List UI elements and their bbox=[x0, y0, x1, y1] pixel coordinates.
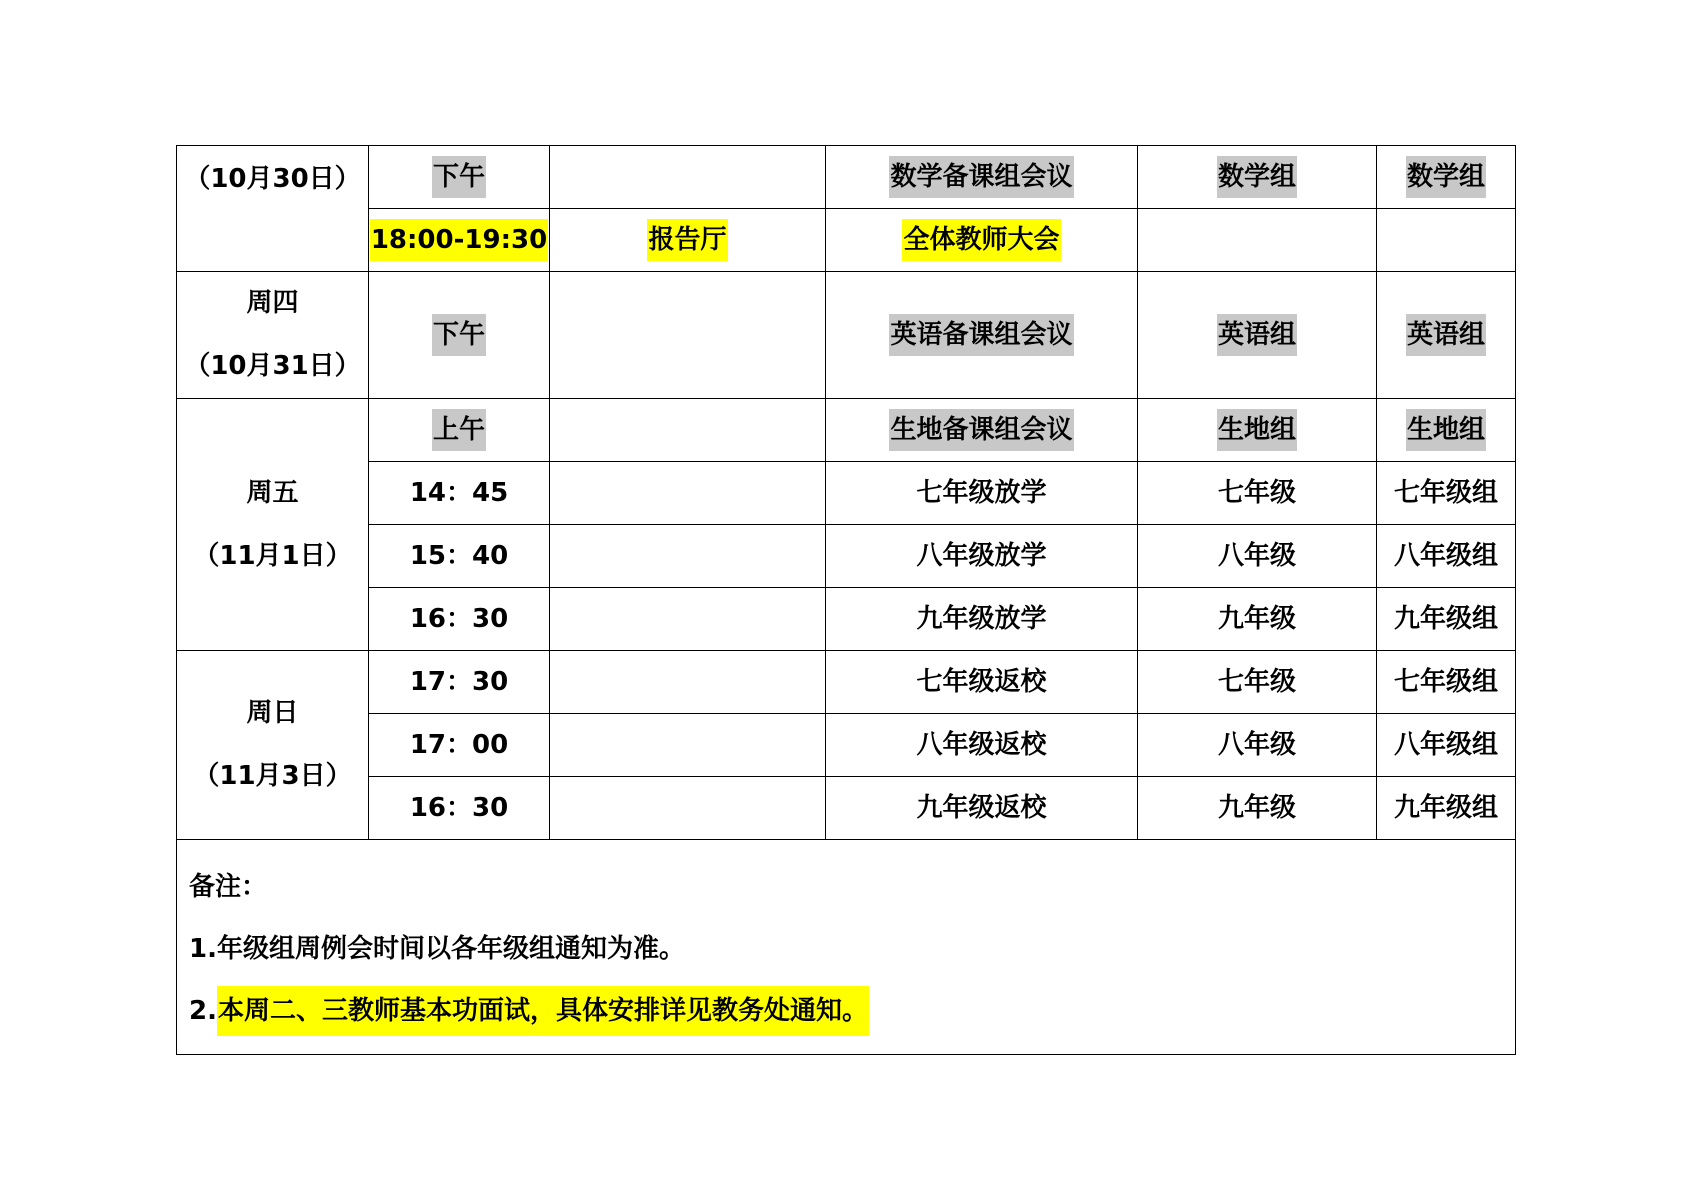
notes-row bbox=[177, 840, 1516, 1055]
place-cell bbox=[550, 462, 826, 525]
place-cell bbox=[550, 399, 826, 462]
date-label: （11月1日） bbox=[193, 540, 352, 571]
organizer-cell: 七年级组 bbox=[1377, 651, 1516, 714]
day-label: 周五 bbox=[246, 477, 299, 508]
event-cell bbox=[826, 272, 1138, 399]
place-label: 报告厅 bbox=[647, 219, 727, 261]
event-cell: 九年级放学 bbox=[826, 588, 1138, 651]
event-cell: 七年级放学 bbox=[826, 462, 1138, 525]
event-label: 生地备课组会议 bbox=[889, 409, 1073, 451]
target-label: 生地组 bbox=[1217, 409, 1297, 451]
event-cell: 八年级放学 bbox=[826, 525, 1138, 588]
place-cell bbox=[550, 651, 826, 714]
table-row bbox=[177, 714, 1516, 777]
table-row bbox=[177, 272, 1516, 399]
time-cell bbox=[369, 209, 550, 272]
organizer-cell: 七年级组 bbox=[1377, 462, 1516, 525]
date-label: （10月31日） bbox=[184, 351, 361, 381]
day-cell bbox=[177, 651, 369, 840]
table-row bbox=[177, 399, 1516, 462]
place-cell bbox=[550, 525, 826, 588]
note-line-2 bbox=[189, 980, 1503, 1042]
table-row bbox=[177, 525, 1516, 588]
target-label: 英语组 bbox=[1217, 314, 1297, 356]
date-label: （11月3日） bbox=[193, 761, 352, 791]
target-cell: 九年级 bbox=[1138, 777, 1377, 840]
time-label: 上午 bbox=[432, 409, 486, 451]
note-line-2-number: 2. bbox=[189, 996, 217, 1026]
time-label: 下午 bbox=[432, 156, 486, 198]
place-cell bbox=[550, 714, 826, 777]
day-label: 周日 bbox=[246, 698, 299, 728]
organizer-cell: 八年级组 bbox=[1377, 714, 1516, 777]
time-cell bbox=[369, 399, 550, 462]
notes-title: 备注： bbox=[189, 872, 268, 902]
table-row bbox=[177, 209, 1516, 272]
target-label: 数学组 bbox=[1217, 156, 1297, 198]
day-cell bbox=[177, 399, 369, 651]
time-cell: 17：30 bbox=[369, 651, 550, 714]
event-cell: 七年级返校 bbox=[826, 651, 1138, 714]
event-label: 数学备课组会议 bbox=[889, 156, 1073, 198]
target-cell: 八年级 bbox=[1138, 714, 1377, 777]
day-label: 周四 bbox=[246, 288, 299, 318]
organizer-cell: 八年级组 bbox=[1377, 525, 1516, 588]
place-cell bbox=[550, 146, 826, 209]
table-row bbox=[177, 588, 1516, 651]
time-cell: 15：40 bbox=[369, 525, 550, 588]
time-cell bbox=[369, 272, 550, 399]
place-cell bbox=[550, 209, 826, 272]
organizer-label: 数学组 bbox=[1406, 156, 1486, 198]
time-cell: 16：30 bbox=[369, 777, 550, 840]
target-cell: 七年级 bbox=[1138, 651, 1377, 714]
target-cell: 八年级 bbox=[1138, 525, 1377, 588]
note-line-2-text: 本周二、三教师基本功面试，具体安排详见教务处通知。 bbox=[217, 986, 869, 1036]
time-cell bbox=[369, 146, 550, 209]
place-cell bbox=[550, 588, 826, 651]
event-cell bbox=[826, 146, 1138, 209]
organizer-cell bbox=[1377, 146, 1516, 209]
time-label: 下午 bbox=[432, 314, 486, 356]
day-cell bbox=[177, 272, 369, 399]
target-cell: 七年级 bbox=[1138, 462, 1377, 525]
notes-cell bbox=[177, 840, 1516, 1055]
organizer-cell bbox=[1377, 272, 1516, 399]
place-cell bbox=[550, 777, 826, 840]
schedule-table bbox=[176, 145, 1516, 1055]
organizer-cell bbox=[1377, 399, 1516, 462]
organizer-label: 生地组 bbox=[1406, 409, 1486, 451]
table-row bbox=[177, 462, 1516, 525]
place-cell bbox=[550, 272, 826, 399]
note-line-1: 1.年级组周例会时间以各年级组通知为准。 bbox=[189, 934, 685, 964]
organizer-label: 英语组 bbox=[1406, 314, 1486, 356]
target-cell bbox=[1138, 146, 1377, 209]
organizer-cell: 九年级组 bbox=[1377, 777, 1516, 840]
organizer-cell bbox=[1377, 209, 1516, 272]
time-cell: 14：45 bbox=[369, 462, 550, 525]
day-cell bbox=[177, 146, 369, 272]
event-cell bbox=[826, 209, 1138, 272]
table-row bbox=[177, 777, 1516, 840]
date-label: （10月30日） bbox=[184, 164, 361, 194]
target-cell: 九年级 bbox=[1138, 588, 1377, 651]
event-cell bbox=[826, 399, 1138, 462]
target-cell bbox=[1138, 399, 1377, 462]
table-row bbox=[177, 146, 1516, 209]
time-cell: 16：30 bbox=[369, 588, 550, 651]
event-cell: 八年级返校 bbox=[826, 714, 1138, 777]
event-label: 英语备课组会议 bbox=[889, 314, 1073, 356]
table-row bbox=[177, 651, 1516, 714]
organizer-cell: 九年级组 bbox=[1377, 588, 1516, 651]
event-cell: 九年级返校 bbox=[826, 777, 1138, 840]
time-cell: 17：00 bbox=[369, 714, 550, 777]
target-cell bbox=[1138, 272, 1377, 399]
time-label: 18:00-19:30 bbox=[370, 219, 548, 261]
event-label: 全体教师大会 bbox=[902, 219, 1060, 261]
target-cell bbox=[1138, 209, 1377, 272]
